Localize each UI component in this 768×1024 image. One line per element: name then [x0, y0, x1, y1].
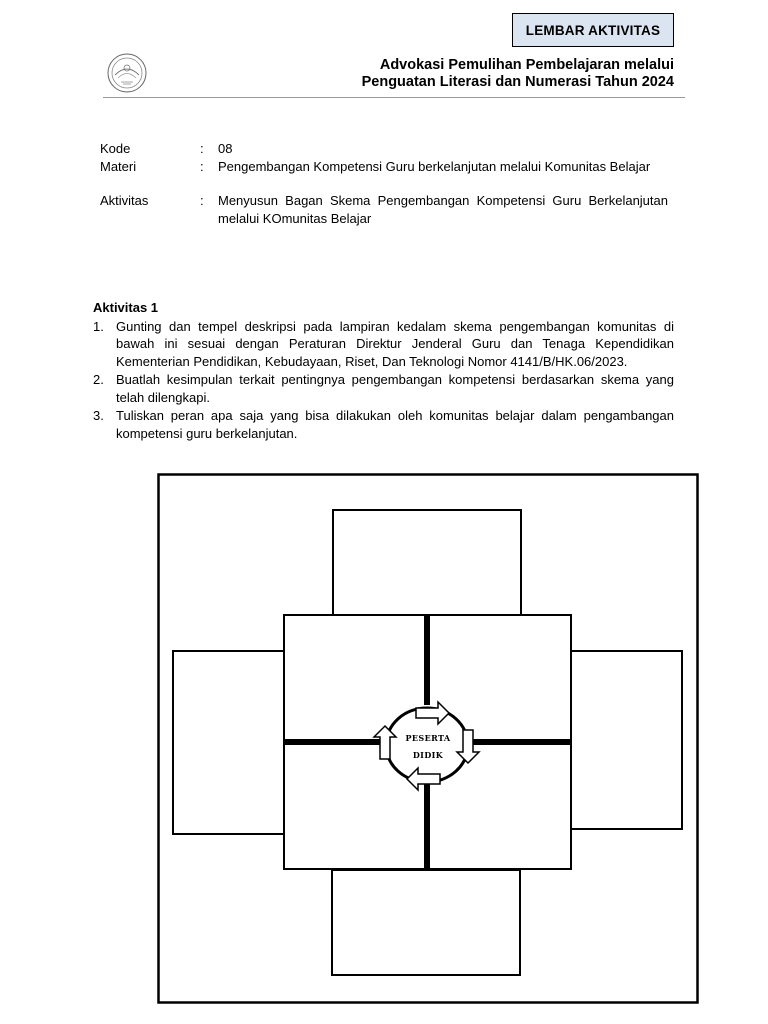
header-divider — [103, 97, 685, 98]
item-number: 1. — [93, 318, 104, 334]
box-bottom — [332, 870, 520, 975]
center-label-line-1: PESERTA — [405, 733, 451, 743]
tut-wuri-handayani-emblem-icon — [107, 53, 147, 93]
instruction-list — [93, 318, 674, 443]
colon: : — [200, 141, 204, 156]
header-title-line-2: Penguatan Literasi dan Numerasi Tahun 2024 — [361, 73, 674, 90]
list-item — [93, 318, 674, 371]
item-text: Gunting dan tempel deskripsi pada lampiran kedalam skema pengembangan komunitas di bawah ini sesuai dengan Peraturan Direktur Jenderal Guru dan Tenaga Kependidikan Kementerian Pendidikan, Kebudayaan, Riset, Dan Teknologi Nomor 4141/B/HK.06/2023. — [116, 318, 674, 369]
item-text: Buatlah kesimpulan terkait pentingnya pengembangan kompetensi berdasarkan skema yang telah dilengkapi. — [116, 372, 674, 405]
item-text: Tuliskan peran apa saja yang bisa dilakukan oleh komunitas belajar dalam pengambangan kompetensi guru berkelanjutan. — [116, 408, 674, 441]
header-title-line-1: Advokasi Pemulihan Pembelajaran melalui — [379, 57, 674, 73]
document-header-title — [362, 57, 674, 90]
box-left — [173, 651, 287, 834]
colon: : — [200, 159, 204, 174]
box-top — [333, 510, 521, 616]
activity-section — [93, 299, 674, 443]
aktivitas-value: Menyusun Bagan Skema Pengembangan Kompetensi Guru Berkelanjutan melalui KOmunitas Belajar — [218, 193, 668, 226]
item-number: 2. — [93, 372, 104, 387]
center-ellipse — [386, 708, 468, 782]
kode-value: 08 — [218, 141, 233, 156]
item-number: 3. — [93, 408, 104, 423]
materi-value: Pengembangan Kompetensi Guru berkelanjutan melalui Komunitas Belajar — [218, 159, 651, 174]
meta-row-materi — [100, 158, 668, 176]
activity-meta — [100, 140, 668, 228]
colon: : — [200, 193, 204, 208]
aktivitas-label: Aktivitas — [100, 193, 149, 208]
competency-scheme-diagram — [157, 473, 699, 1004]
activity-title: Aktivitas 1 — [93, 300, 159, 315]
list-item — [93, 407, 674, 442]
kode-label: Kode — [100, 141, 131, 156]
center-label-line-2: DIDIK — [412, 750, 444, 760]
materi-label: Materi — [100, 159, 137, 174]
list-item — [93, 371, 674, 406]
meta-row-aktivitas — [100, 192, 668, 228]
lembar-aktivitas-badge: LEMBAR AKTIVITAS — [512, 13, 674, 47]
meta-row-kode — [100, 140, 668, 158]
box-right — [568, 651, 682, 829]
